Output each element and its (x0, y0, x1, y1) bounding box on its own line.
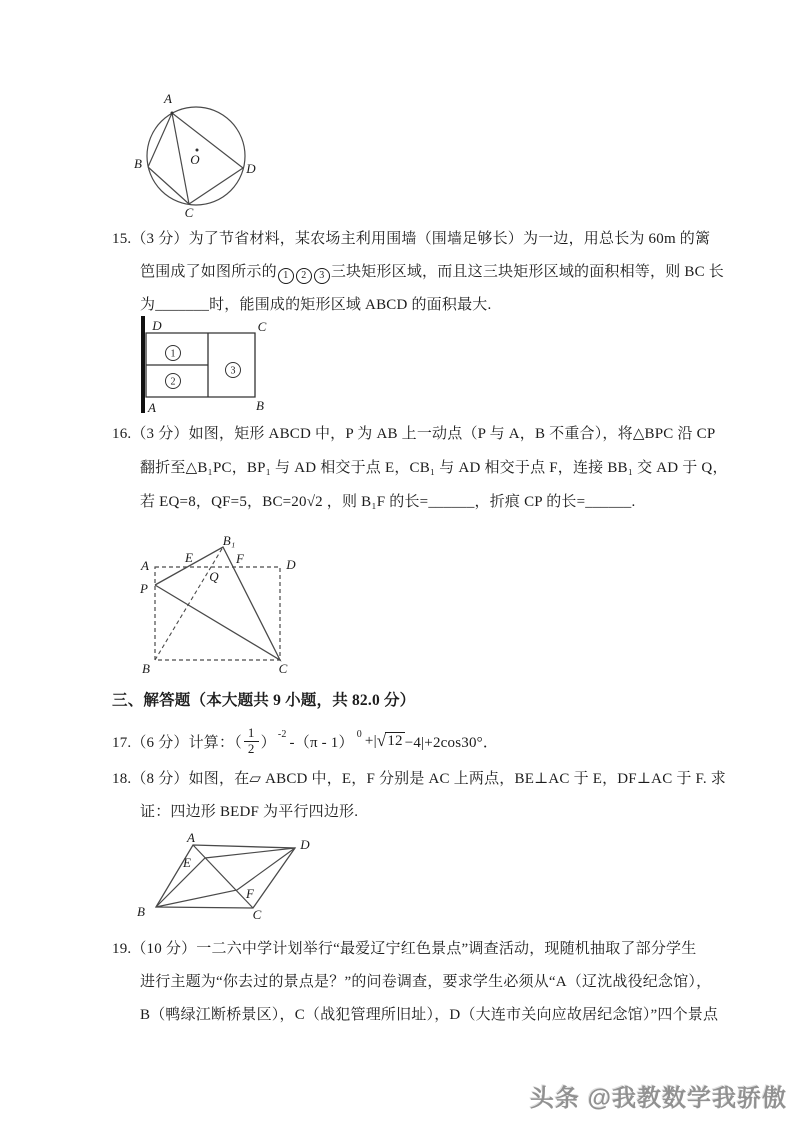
fold-triangle-lines (155, 547, 280, 660)
label-C: C (184, 205, 194, 220)
section-3-header: 三、解答题（本大题共 9 小题，共 82.0 分） (112, 692, 416, 709)
label-B: B (134, 156, 142, 171)
region-3-label: 3 (230, 365, 236, 377)
label-D: D (300, 837, 310, 852)
q17-frac-denominator: 2 (247, 740, 255, 756)
q17-sqrt-sign: √ (376, 731, 387, 750)
diagonal-AC (193, 845, 253, 908)
label-E: E (183, 855, 191, 870)
watermark: 头条 @我教数学我骄傲 (529, 1085, 787, 1112)
fence-figure (133, 313, 283, 418)
label-D: D (286, 557, 296, 572)
region-1-label: 1 (170, 348, 176, 360)
q15-line-2 (140, 262, 724, 284)
q17-close-paren: ） (260, 734, 276, 751)
label-C: C (278, 661, 288, 676)
label-P: P (140, 581, 148, 596)
label-F: F (236, 551, 244, 566)
label-O: O (190, 152, 200, 167)
label-B1: B₁ (222, 533, 236, 548)
fold-figure (133, 533, 305, 678)
q17-abs-open: +| (364, 732, 377, 749)
label-D: D (246, 161, 256, 176)
q16-line-3: 若 EQ=8，QF=5，BC=20√2 ，则 B₁F 的长=______，折痕 CP 的长=______. (140, 494, 636, 510)
circled-3: 3 (314, 268, 330, 284)
vertex-dot-A (171, 112, 174, 115)
parallelogram-figure (133, 830, 318, 930)
label-E: E (185, 550, 193, 565)
q15-line-2-before: 笆围成了如图所示的 (140, 264, 277, 280)
label-B: B (137, 904, 145, 919)
label-A: A (141, 558, 149, 573)
q15-line-2-after: 三块矩形区域，而且这三块矩形区域的面积相等，则 BC 长 (330, 264, 724, 280)
circled-2: 2 (296, 268, 312, 284)
q17-exponent-1: -2 (277, 728, 287, 740)
label-C: C (252, 907, 262, 922)
label-A: A (164, 91, 172, 106)
circled-1: 1 (278, 268, 294, 284)
circle-figure (125, 88, 280, 223)
q17-tail: −4|+2cos30°． (404, 734, 499, 751)
q18-line-1: 18.（8 分）如图，在▱ ABCD 中，E，F 分别是 AC 上两点，BE⊥AC 于 E，DF⊥AC 于 F. 求 (112, 771, 726, 787)
label-C: C (257, 319, 267, 334)
q19-line-3: B（鸭绿江断桥景区），C（战犯管理所旧址），D（大连市关向应故居纪念馆）”四个景点 (140, 1007, 719, 1023)
q17-frac-numerator: 1 (244, 726, 259, 742)
label-D: D (152, 318, 162, 333)
label-B: B (142, 661, 150, 676)
q17-fraction (244, 726, 259, 757)
q18-line-2: 证：四边形 BEDF 为平行四边形. (140, 804, 359, 820)
q19-line-2: 进行主题为“你去过的景点是？”的问卷调查，要求学生必须从“A（辽沈战役纪念馆）， (140, 974, 712, 990)
label-Q: Q (209, 569, 219, 584)
q19-line-1: 19.（10 分）一二六中学计划举行“最爱辽宁红色景点”调查活动，现随机抽取了部分学生 (112, 941, 697, 957)
q16-line-2: 翻折至△B₁PC，BP₁ 与 AD 相交于点 E，CB₁ 与 AD 相交于点 F，连接 BB₁ 交 AD 于 Q， (140, 460, 728, 476)
q15-line-1: 15.（3 分）为了节省材料，某农场主利用围墙（围墙足够长）为一边，用总长为 60m 的篱 (112, 231, 711, 247)
label-A: A (187, 830, 195, 845)
q16-line-1: 16.（3 分）如图，矩形 ABCD 中，P 为 AB 上一动点（P 与 A，B 不重合），将△BPC 沿 CP (112, 426, 716, 442)
parallelogram-sides (156, 845, 295, 908)
q17-formula (112, 717, 498, 765)
label-A: A (148, 400, 156, 415)
label-F: F (246, 886, 254, 901)
q17-sqrt-value: 12 (387, 733, 403, 749)
q17-lead: 17.（6 分）计算：（ (112, 734, 242, 751)
q15-line-3: 为_______时，能围成的矩形区域 ABCD 的面积最大. (140, 297, 492, 313)
label-B: B (256, 398, 264, 413)
q17-exponent-2: 0 (356, 728, 362, 740)
q17-middle: -（π - 1） (289, 734, 354, 751)
region-2-label: 2 (170, 376, 176, 388)
